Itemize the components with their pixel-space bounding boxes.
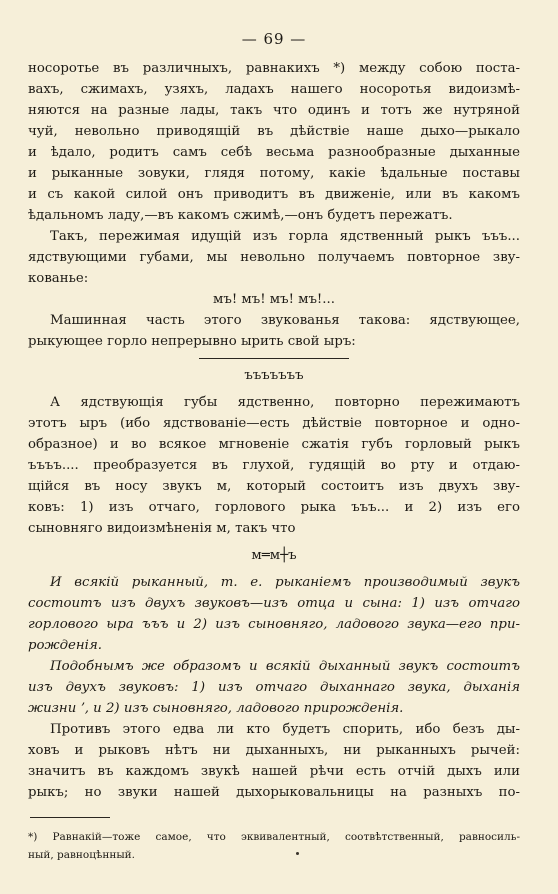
- text-line: вахъ, сжимахъ, узяхъ, ладахъ нашего носоротья видоизмѣ-: [28, 82, 520, 97]
- text-line: ъъъъ.... преобразуется въ глухой, гудящій во рту и отдаю-: [28, 458, 520, 473]
- text-line: значитъ въ каждомъ звукѣ нашей рѣчи есть отчій дыхъ или: [28, 764, 520, 779]
- formula: м═м┼ъ: [251, 548, 297, 563]
- text-line: и ѣдало, родитъ самъ себѣ весьма разнообразные дыханные: [28, 145, 520, 160]
- text-line: Такъ, пережимая идущій изъ горла ядственный рыкъ ъъъ...: [50, 229, 520, 244]
- sound-example: ъъъъъъъ: [244, 368, 304, 383]
- text-line: ковъ: 1) изъ отчаго, горлового рыка ъъъ... и 2) изъ его: [28, 500, 520, 515]
- text-line: ядствующими губами, мы невольно получаемъ повторное зву-: [28, 250, 520, 265]
- text-line: кованье:: [28, 271, 89, 286]
- paragraph-4: [28, 392, 520, 539]
- footnote-line: ный, равноцѣнный.: [28, 849, 136, 861]
- paragraph-1: [28, 58, 520, 226]
- text-line: и рыканные зовуки, глядя потому, какіе ѣдальные поставы: [28, 166, 520, 181]
- text-line: сыновняго видоизмѣненія м, такъ что: [28, 521, 296, 536]
- text-line: жизни ʼ, и 2) изъ сыновняго, ладового прирожденія.: [28, 701, 404, 716]
- divider-rule: [199, 358, 349, 359]
- text-line: горлового ыра ъъъ и 2) изъ сыновняго, ладового звука—его при-: [28, 617, 520, 632]
- text-line: Машинная часть этого звукованья такова: ядствующее,: [50, 313, 520, 328]
- footnote: [28, 828, 520, 864]
- paragraph-3: [28, 310, 520, 386]
- footnote-rule: [30, 817, 110, 818]
- text-line: И всякій рыканный, т. е. рыканіемъ производимый звукъ: [50, 575, 520, 590]
- text-line: этотъ ыръ (ибо ядствованіе—есть дѣйствіе повторное и одно-: [28, 416, 520, 431]
- paragraph-7: [28, 719, 520, 803]
- paragraph-5-italic: [28, 572, 520, 656]
- text-line: состоитъ изъ двухъ звуковъ—изъ отца и сына: 1) изъ отчаго: [28, 596, 520, 611]
- paragraph-6-italic: [28, 656, 520, 719]
- text-line: щійся въ носу звукъ м, который состоитъ изъ двухъ зву-: [28, 479, 520, 494]
- page-number: — 69 —: [241, 30, 307, 48]
- text-line: рожденія.: [28, 638, 102, 653]
- text-line: няются на разные лады, такъ что одинъ и тотъ же нутряной: [28, 103, 520, 118]
- sound-example: мъ! мъ! мъ! мъ!...: [213, 292, 335, 307]
- text-line: изъ двухъ звуковъ: 1) изъ отчаго дыханнаго звука, дыханія: [28, 680, 520, 695]
- ink-speck: [296, 852, 299, 855]
- text-line: Противъ этого едва ли кто будетъ спорить, ибо безъ ды-: [50, 722, 520, 737]
- text-line: чуй, невольно приводящій въ дѣйствіе наше дыхо—рыкало: [28, 124, 520, 139]
- text-line: рыкующее горло непрерывно ырить свой ыръ:: [28, 334, 356, 349]
- text-line: ховъ и рыковъ нѣтъ ни дыханныхъ, ни рыканныхъ рычей:: [28, 743, 520, 758]
- text-line: рыкъ; но звуки нашей дыхорыковальницы на разныхъ по-: [28, 785, 520, 800]
- text-line: Подобнымъ же образомъ и всякій дыханный звукъ состоитъ: [50, 659, 520, 674]
- text-line: и съ какой силой онъ приводитъ въ движеніе, или въ какомъ: [28, 187, 520, 202]
- text-line: А ядствующія губы ядственно, повторно пережимаютъ: [50, 395, 520, 410]
- footnote-line: *) Равнакій—тоже самое, что эквивалентный, соотвѣтственный, равносиль-: [28, 831, 520, 843]
- text-line: образное) и во всякое мгновеніе сжатія губъ горловый рыкъ: [28, 437, 520, 452]
- text-line: носоротье въ различныхъ, равнакихъ *) между собою поста-: [28, 61, 520, 76]
- text-line: ѣдальномъ ладу,—въ какомъ сжимѣ,—онъ будетъ пережатъ.: [28, 208, 453, 223]
- paragraph-2: [28, 226, 520, 310]
